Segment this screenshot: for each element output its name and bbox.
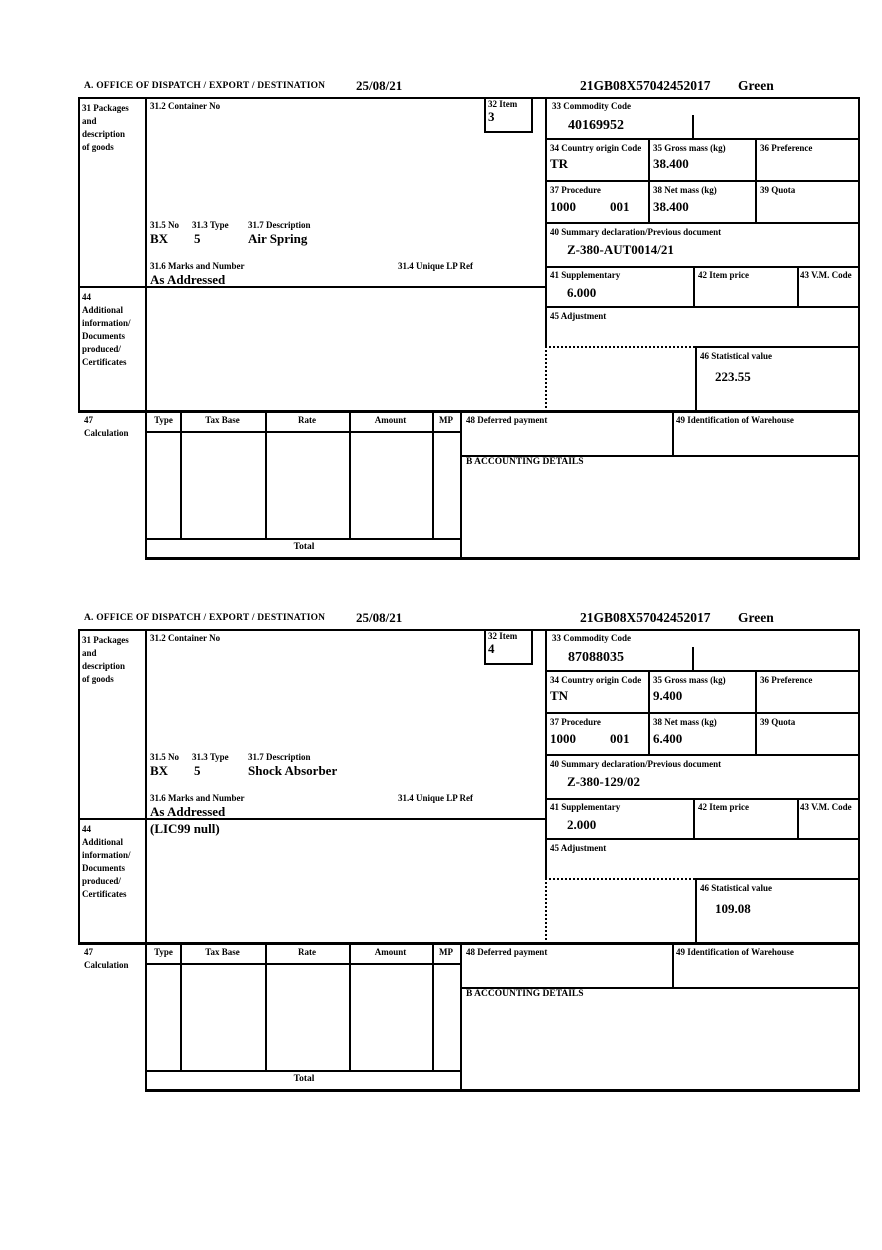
preference-label: 36 Preference [760,143,813,153]
net-mass-label: 38 Net mass (kg) [653,717,717,727]
country-origin-label: 34 Country origin Code [550,143,642,153]
description-label: 31.7 Description [248,752,311,762]
dotted-vertical-divider [545,878,547,944]
warehouse-id-label: 49 Identification of Warehouse [676,415,794,425]
previous-document-label: 40 Summary declaration/Previous document [550,227,722,237]
commodity-code-value: 40169952 [568,118,624,133]
container-no-label: 31.2 Container No [150,101,221,111]
packages-no-value: BX [150,231,169,246]
supplementary-value: 6.000 [567,285,597,300]
goods-description-value: Shock Absorber [248,763,338,778]
divider-48-49 [672,413,674,457]
gross-mass-value: 38.400 [653,156,689,171]
acceptance-date: 25/08/21 [356,78,403,93]
total-label: Total [293,1074,315,1084]
calc-header-tax-base: Tax Base [205,947,240,957]
warehouse-id-label: 49 Identification of Warehouse [676,947,794,957]
procedure-extra-value: 001 [610,731,630,746]
previous-document-value: Z-380-129/02 [567,774,640,789]
box44-label-line: information/ [82,850,131,860]
column-divider-34-35 [648,670,650,756]
office-of-dispatch-label: A. OFFICE OF DISPATCH / EXPORT / DESTINATION [84,613,326,623]
preference-label: 36 Preference [760,675,813,685]
packages-no-label: 31.5 No [150,220,179,230]
movement-reference-number: 21GB08X57042452017 [580,78,711,93]
form-bottom-line [145,1089,860,1092]
row-divider-37-40 [545,754,860,756]
box47-label-line: 47 [84,415,93,425]
routing-indicator: Green [738,78,774,93]
calc-header-amount: Amount [374,947,407,957]
row-divider-37-40 [545,222,860,224]
box31-box44-divider [78,286,545,288]
statistical-value-label: 46 Statistical value [700,883,772,893]
marks-and-number-value: As Addressed [150,804,226,819]
supplementary-label: 41 Supplementary [550,270,621,280]
row-divider-40-41 [545,798,860,800]
commodity-code-label: 33 Commodity Code [552,101,631,111]
declaration-item-block [78,612,861,1094]
packages-no-label: 31.5 No [150,752,179,762]
country-origin-value: TR [550,156,569,171]
packages-type-label: 31.3 Type [192,220,229,230]
marks-and-number-label: 31.6 Marks and Number [150,793,245,803]
box31-label-line: 31 Packages [82,635,129,645]
box31-box44-divider [78,818,545,820]
row-divider-34-37 [545,712,860,714]
previous-document-value: Z-380-AUT0014/21 [567,242,674,257]
calc-header-rate: Rate [298,415,316,425]
packages-no-value: BX [150,763,169,778]
box31-label-line: 31 Packages [82,103,129,113]
box31-label-line: description [82,661,126,671]
accounting-details-label: B ACCOUNTING DETAILS [466,989,584,999]
dotted-horizontal-divider [545,346,695,348]
unique-lp-ref-label: 31.4 Unique LP Ref [398,793,474,803]
row-divider-40-41 [545,266,860,268]
box44-label-line: Additional [82,837,124,847]
calc-header-tax-base: Tax Base [205,415,240,425]
goods-description-value: Air Spring [248,231,308,246]
column-divider-42-43 [797,798,799,840]
gross-mass-value: 9.400 [653,688,683,703]
packages-type-value: 5 [194,763,201,778]
item-number-value: 3 [488,109,495,124]
calc-header-type: Type [154,947,173,957]
procedure-label: 37 Procedure [550,717,601,727]
commodity-code-subfield-tick [692,647,694,670]
box31-label-line: of goods [82,142,114,152]
procedure-extra-value: 001 [610,199,630,214]
total-label: Total [293,542,315,552]
country-origin-value: TN [550,688,569,703]
packages-type-label: 31.3 Type [192,752,229,762]
calc-header-rate: Rate [298,947,316,957]
statistical-value-value: 109.08 [715,901,751,916]
box31-label-line: description [82,129,126,139]
box44-label-line: Documents [82,863,125,873]
net-mass-label: 38 Net mass (kg) [653,185,717,195]
column-divider-42-43 [797,266,799,308]
item-price-label: 42 Item price [698,802,749,812]
box44-label-line: produced/ [82,876,121,886]
item-number-label: 32 Item [488,99,518,109]
vm-code-label: 43 V.M. Code [800,270,852,280]
procedure-value: 1000 [550,731,576,746]
description-label: 31.7 Description [248,220,311,230]
form-bottom-line [145,557,860,560]
column-divider-41-42 [693,798,695,840]
row-divider-34-37 [545,180,860,182]
item-price-label: 42 Item price [698,270,749,280]
net-mass-value: 6.400 [653,731,683,746]
box44-label-line: Certificates [82,889,127,899]
marks-and-number-label: 31.6 Marks and Number [150,261,245,271]
label-column-divider [145,629,147,1092]
commodity-code-label: 33 Commodity Code [552,633,631,643]
net-mass-value: 38.400 [653,199,689,214]
calc-header-mp: MP [439,415,453,425]
additional-info-value: (LIC99 null) [150,821,220,836]
quota-label: 39 Quota [760,185,796,195]
box31-label-line: of goods [82,674,114,684]
adjustment-label: 45 Adjustment [550,311,607,321]
unique-lp-ref-label: 31.4 Unique LP Ref [398,261,474,271]
box44-label-line: Certificates [82,357,127,367]
procedure-label: 37 Procedure [550,185,601,195]
box44-label-line: information/ [82,318,131,328]
dotted-vertical-divider [545,346,547,412]
divider-48-49 [672,945,674,989]
deferred-payment-label: 48 Deferred payment [466,947,548,957]
box44-label-line: Additional [82,305,124,315]
calculation-top-line [78,942,860,945]
box47-label-line: Calculation [84,960,129,970]
dotted-horizontal-divider [545,878,695,880]
office-of-dispatch-label: A. OFFICE OF DISPATCH / EXPORT / DESTINATION [84,81,326,91]
box31-label-line: and [82,116,97,126]
item-number-value: 4 [488,641,495,656]
accounting-details-label: B ACCOUNTING DETAILS [466,457,584,467]
calc-table-bottom-line [146,538,462,540]
gross-mass-label: 35 Gross mass (kg) [653,675,726,685]
box44-label-line: Documents [82,331,125,341]
column-divider-34-35 [648,138,650,224]
routing-indicator: Green [738,610,774,625]
adjustment-label: 45 Adjustment [550,843,607,853]
calc-header-type: Type [154,415,173,425]
column-divider-35-36 [755,138,757,224]
country-origin-label: 34 Country origin Code [550,675,642,685]
declaration-item-block [78,80,861,562]
supplementary-label: 41 Supplementary [550,802,621,812]
packages-type-value: 5 [194,231,201,246]
box47-label-line: Calculation [84,428,129,438]
form-right-border-lower [858,413,860,560]
previous-document-label: 40 Summary declaration/Previous document [550,759,722,769]
acceptance-date: 25/08/21 [356,610,403,625]
procedure-value: 1000 [550,199,576,214]
box47-label-line: 47 [84,947,93,957]
item-number-label: 32 Item [488,631,518,641]
quota-label: 39 Quota [760,717,796,727]
commodity-code-subfield-tick [692,115,694,138]
calc-table-bottom-line [146,1070,462,1072]
movement-reference-number: 21GB08X57042452017 [580,610,711,625]
vm-code-label: 43 V.M. Code [800,802,852,812]
box31-label-line: and [82,648,97,658]
calc-header-underline [146,963,462,965]
calc-header-amount: Amount [374,415,407,425]
box44-label-line: 44 [82,292,91,302]
commodity-code-value: 87088035 [568,650,624,665]
statistical-value-value: 223.55 [715,369,751,384]
calc-header-mp: MP [439,947,453,957]
marks-and-number-value: As Addressed [150,272,226,287]
row-divider-33-34 [545,138,860,140]
box44-label-line: produced/ [82,344,121,354]
statistical-value-label: 46 Statistical value [700,351,772,361]
row-divider-41-45 [545,838,860,840]
column-divider-41-42 [693,266,695,308]
column-divider-35-36 [755,670,757,756]
calc-header-underline [146,431,462,433]
supplementary-value: 2.000 [567,817,597,832]
row-divider-33-34 [545,670,860,672]
form-right-border-lower [858,945,860,1092]
label-column-divider [145,97,147,560]
row-divider-41-45 [545,306,860,308]
gross-mass-label: 35 Gross mass (kg) [653,143,726,153]
container-no-label: 31.2 Container No [150,633,221,643]
box44-label-line: 44 [82,824,91,834]
deferred-payment-label: 48 Deferred payment [466,415,548,425]
calculation-top-line [78,410,860,413]
